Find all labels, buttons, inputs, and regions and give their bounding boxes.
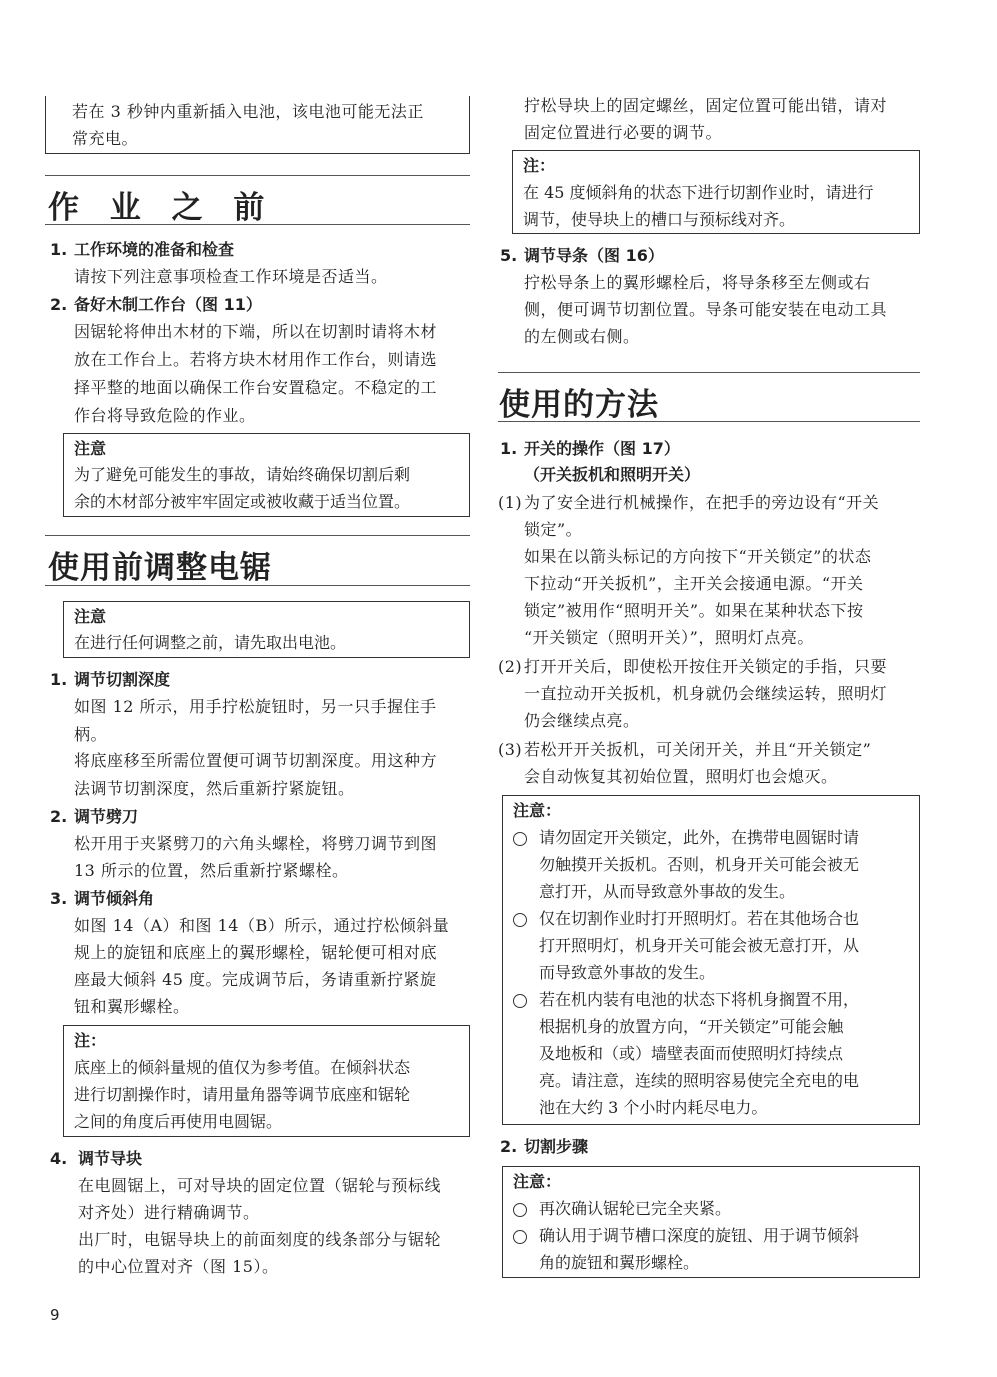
caution-line: 池在大约 3 个小时内耗尽电力。 — [539, 1098, 768, 1117]
caution-line: 确认用于调节槽口深度的旋钮、用于调节倾斜 — [539, 1226, 860, 1245]
bullet-circle-icon — [513, 1230, 527, 1244]
paragraph-line: 松开用于夹紧劈刀的六角头螺栓，将劈刀调节到图 — [74, 834, 438, 853]
section-title-before-work: 作 业 之 前 — [48, 190, 275, 226]
section-divider-top — [45, 535, 470, 536]
section-title-adjust-before-use: 使用前调整电锯 — [48, 550, 272, 586]
item-number: 2. — [50, 295, 68, 314]
paragraph-line: 如图 14（A）和图 14（B）所示，通过拧松倾斜量 — [74, 916, 450, 935]
paragraph-line: 若松开开关扳机，可关闭开关，并且“开关锁定” — [524, 740, 872, 759]
note-line: 进行切割操作时，请用量角器等调节底座和锯轮 — [74, 1085, 411, 1104]
item-heading-cut-depth: 调节切割深度 — [74, 670, 171, 689]
caution-line: 勿触摸开关扳机。否则，机身开关可能会被无 — [539, 855, 860, 874]
item-heading-bevel-angle: 调节倾斜角 — [74, 889, 155, 908]
item-heading-switch-operation: 开关的操作（图 17） — [524, 439, 680, 458]
paragraph-line: 规上的旋钮和底座上的翼形螺栓，锯轮便可相对底 — [74, 943, 438, 962]
paragraph-line: 请按下列注意事项检查工作环境是否适当。 — [74, 267, 388, 286]
paragraph-number: (2) — [498, 657, 523, 676]
paragraph-line: 柄。 — [74, 725, 108, 744]
note-box-bevel-gauge — [63, 1025, 470, 1137]
caution-line: 根据机身的放置方向，“开关锁定”可能会触 — [539, 1017, 844, 1036]
caution-line: 而导致意外事故的发生。 — [539, 963, 716, 982]
caution-line: 为了避免可能发生的事故，请始终确保切割后剩 — [74, 465, 411, 484]
page-number: 9 — [50, 1306, 60, 1324]
caution-line: 及地板和（或）墙壁表面而使照明灯持续点 — [539, 1044, 844, 1063]
item-number: 1. — [500, 439, 518, 458]
note-title: 注： — [523, 156, 556, 175]
section-divider-top — [45, 175, 470, 176]
note-line: 之间的角度后再使用电圆锯。 — [74, 1112, 283, 1131]
caution-line: 亮。请注意，连续的照明容易使完全充电的电 — [539, 1071, 860, 1090]
paragraph-line: 固定位置进行必要的调节。 — [524, 123, 723, 142]
caution-box-workbench — [63, 433, 470, 517]
item-number: 3. — [50, 889, 68, 908]
paragraph-line: 如图 12 所示，用手拧松旋钮时，另一只手握住手 — [74, 697, 437, 716]
caution-line: 打开照明灯，机身开关可能会被无意打开，从 — [539, 936, 860, 955]
paragraph-line: 法调节切割深度，然后重新拧紧旋钮。 — [74, 779, 355, 798]
paragraph-line: 锁定”被用作“照明开关”。如果在某种状态下按 — [524, 601, 864, 620]
note-line: 调节，使导块上的槽口与预标线对齐。 — [523, 210, 796, 229]
paragraph-line: 拧松导条上的翼形螺栓后，将导条移至左侧或右 — [524, 273, 871, 292]
caution-line: 余的木材部分被牢牢固定或被收藏于适当位置。 — [74, 492, 411, 511]
paragraph-number: (1) — [498, 493, 523, 512]
section-divider-bottom — [498, 421, 920, 422]
paragraph-line: 择平整的地面以确保工作台安置稳定。不稳定的工 — [74, 378, 438, 397]
caution-title: 注意 — [74, 439, 107, 458]
note-line: 底座上的倾斜量规的值仅为参考值。在倾斜状态 — [74, 1058, 411, 1077]
item-heading-riving-knife: 调节劈刀 — [74, 807, 139, 826]
paragraph-line: 侧，便可调节切割位置。导条可能安装在电动工具 — [524, 300, 888, 319]
paragraph-line: 的中心位置对齐（图 15）。 — [78, 1257, 279, 1276]
caution-line: 再次确认锯轮已完全夹紧。 — [539, 1199, 732, 1218]
paragraph-line: 因锯轮将伸出木材的下端，所以在切割时请将木材 — [74, 322, 438, 341]
section-title-how-to-use: 使用的方法 — [499, 387, 659, 423]
note-line: 在 45 度倾斜角的状态下进行切割作业时，请进行 — [523, 183, 874, 202]
caution-line: 在进行任何调整之前，请先取出电池。 — [74, 633, 347, 652]
section-divider-bottom — [45, 585, 470, 586]
paragraph-line: 仍会继续点亮。 — [524, 711, 640, 730]
section-divider-bottom — [45, 224, 470, 225]
note-box-45-degree — [512, 150, 920, 234]
section-divider-top — [498, 372, 920, 373]
bullet-circle-icon — [513, 832, 527, 846]
caution-box-remove-battery — [63, 601, 470, 658]
paragraph-line: 座最大倾斜 45 度。完成调节后，务请重新拧紧旋 — [74, 970, 437, 989]
paragraph-line: 一直拉动开关扳机，机身就仍会继续运转，照明灯 — [524, 684, 888, 703]
item-number: 4. — [50, 1149, 68, 1168]
paragraph-line: 对齐处）进行精确调节。 — [78, 1203, 260, 1222]
paragraph-line: 锁定”。 — [524, 520, 583, 539]
caution-line: 仅在切割作业时打开照明灯。若在其他场合也 — [539, 909, 860, 928]
item-heading-cutting-procedure: 切割步骤 — [524, 1137, 589, 1156]
paragraph-line: 下拉动“开关扳机”，主开关会接通电源。“开关 — [524, 574, 864, 593]
paragraph-line: 拧松导块上的固定螺丝，固定位置可能出错，请对 — [524, 96, 888, 115]
item-number: 1. — [50, 670, 68, 689]
caution-title: 注意： — [513, 1172, 562, 1191]
paragraph-line: 的左侧或右侧。 — [524, 327, 640, 346]
caution-box-switch — [502, 795, 920, 1125]
item-subheading-switch: （开关扳机和照明开关） — [524, 465, 701, 484]
battery-warning-line-2: 常充电。 — [72, 129, 139, 148]
item-number: 2. — [50, 807, 68, 826]
item-heading-workbench: 备好木制工作台（图 11） — [74, 295, 262, 314]
paragraph-line: 为了安全进行机械操作，在把手的旁边设有“开关 — [524, 493, 880, 512]
caution-line: 若在机内装有电池的状态下将机身搁置不用， — [539, 990, 860, 1009]
item-heading-guide-bar: 调节导条（图 16） — [524, 246, 664, 265]
battery-warning-box — [45, 96, 470, 154]
caution-line: 意打开，从而导致意外事故的发生。 — [539, 882, 796, 901]
paragraph-line: 放在工作台上。若将方块木材用作工作台，则请选 — [74, 350, 438, 369]
paragraph-number: (3) — [498, 740, 523, 759]
battery-warning-line-1: 若在 3 秒钟内重新插入电池，该电池可能无法正 — [72, 102, 424, 121]
caution-line: 角的旋钮和翼形螺栓。 — [539, 1253, 700, 1272]
note-title: 注： — [74, 1031, 107, 1050]
caution-line: 请勿固定开关锁定，此外，在携带电圆锯时请 — [539, 828, 860, 847]
caution-title: 注意： — [513, 801, 562, 820]
caution-title: 注意 — [74, 607, 107, 626]
paragraph-line: 打开开关后，即使松开按住开关锁定的手指，只要 — [524, 657, 888, 676]
bullet-circle-icon — [513, 1203, 527, 1217]
paragraph-line: 13 所示的位置，然后重新拧紧螺栓。 — [74, 861, 349, 880]
paragraph-line: 在电圆锯上，可对导块的固定位置（锯轮与预标线 — [78, 1176, 442, 1195]
item-number: 1. — [50, 240, 68, 259]
paragraph-line: 会自动恢复其初始位置，照明灯也会熄灭。 — [524, 767, 838, 786]
paragraph-line: 将底座移至所需位置便可调节切割深度。用这种方 — [74, 751, 438, 770]
paragraph-line: 出厂时，电锯导块上的前面刻度的线条部分与锯轮 — [78, 1230, 442, 1249]
caution-box-cutting — [502, 1166, 920, 1278]
item-number: 2. — [500, 1137, 518, 1156]
item-heading-guide-block: 调节导块 — [78, 1149, 143, 1168]
bullet-circle-icon — [513, 994, 527, 1008]
paragraph-line: “开关锁定（照明开关）”，照明灯点亮。 — [524, 628, 814, 647]
paragraph-line: 作台将导致危险的作业。 — [74, 406, 256, 425]
paragraph-line: 如果在以箭头标记的方向按下“开关锁定”的状态 — [524, 547, 872, 566]
bullet-circle-icon — [513, 913, 527, 927]
item-heading-work-environment: 工作环境的准备和检查 — [74, 240, 235, 259]
item-number: 5. — [500, 246, 518, 265]
paragraph-line: 钮和翼形螺栓。 — [74, 997, 190, 1016]
